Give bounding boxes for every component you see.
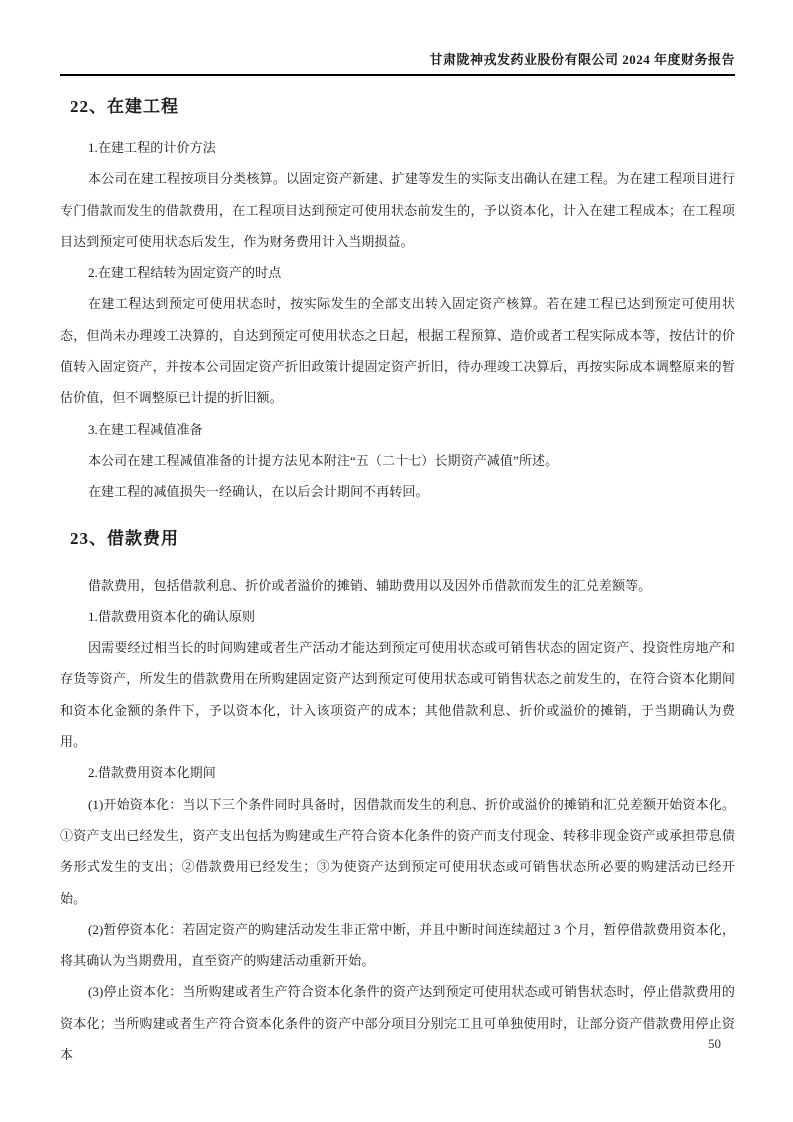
paragraph: 本公司在建工程按项目分类核算。以固定资产新建、扩建等发生的实际支出确认在建工程。为在建工程项目进行专门借款而发生的借款费用，在工程项目达到预定可使用状态前发生的，予以资本化，计入在建工程成本；在工程项目达到预定可使用状态后发生，作为财务费用计入当期损益。	[60, 171, 735, 249]
section-heading-23: 23、借款费用	[70, 528, 179, 548]
paragraph: 2.借款费用资本化期间	[87, 765, 216, 781]
report-header: 甘肃陇神戎发药业股份有限公司 2024 年度财务报告	[60, 0, 735, 76]
paragraph: 在建工程达到预定可使用状态时，按实际发生的全部支出转入固定资产核算。若在建工程已达到预定可使用状态，但尚未办理竣工决算的，自达到预定可使用状态之日起，根据工程预算、造价或者工程实际成本等，按估计的价值转入固定资产，并按本公司固定资产折旧政策计提固定资产折旧，待办理竣工决算后，再按实际成本调整原来的暂估价值，但不调整原已计提的折旧额。	[60, 296, 735, 406]
paragraph: 2.在建工程结转为固定资产的时点	[87, 265, 282, 281]
paragraph: 在建工程的减值损失一经确认，在以后会计期间不再转回。	[87, 484, 429, 500]
paragraph: 1.借款费用资本化的确认原则	[87, 608, 256, 624]
paragraph: 1.在建工程的计价方法	[87, 140, 216, 155]
section-heading-22: 22、在建工程	[70, 97, 179, 116]
paragraph: 本公司在建工程减值准备的计提方法见本附注“五（二十七）长期资产减值”所述。	[87, 452, 559, 468]
paragraph: 因需要经过相当长的时间购建或者生产活动才能达到预定可使用状态或可销售状态的固定资产、投资性房地产和存货等资产，所发生的借款费用在所购建固定资产达到预定可使用状态或可销售状态之前发生的，在符合资本化期间和资本化金额的条件下，予以资本化，计入该项资产的成本；其他借款利息、折价或溢价的摊销，于当期确认为费用。	[60, 640, 735, 750]
paragraph: (1)开始资本化：当以下三个条件同时具备时，因借款而发生的利息、折价或溢价的摊销和汇兑差额开始资本化。①资产支出已经发生，资产支出包括为购建或生产符合资本化条件的资产而支付现金、转移非现金资产或承担带息债务形式发生的支出；②借款费用已经发生；③为使资产达到预定可使用状态或可销售状态所必要的购建活动已经开始。	[60, 796, 735, 906]
paragraph: (2)暂停资本化：若固定资产的购建活动发生非正常中断，并且中断时间连续超过 3 个月，暂停借款费用资本化，将其确认为当期费用，直至资产的购建活动重新开始。	[60, 921, 735, 969]
page-number: 50	[708, 1036, 721, 1051]
paragraph: 3.在建工程减值准备	[87, 421, 203, 437]
paragraph: (3)停止资本化：当所购建或者生产符合资本化条件的资产达到预定可使用状态或可销售状态时，停止借款费用的资本化；当所购建或者生产符合资本化条件的资产中部分项目分别完工且可单独使用时，让部分资产借款费用停止资本	[60, 984, 735, 1063]
paragraph: 借款费用，包括借款利息、折价或者溢价的摊销、辅助费用以及因外币借款而发生的汇兑差额等。	[87, 577, 652, 593]
